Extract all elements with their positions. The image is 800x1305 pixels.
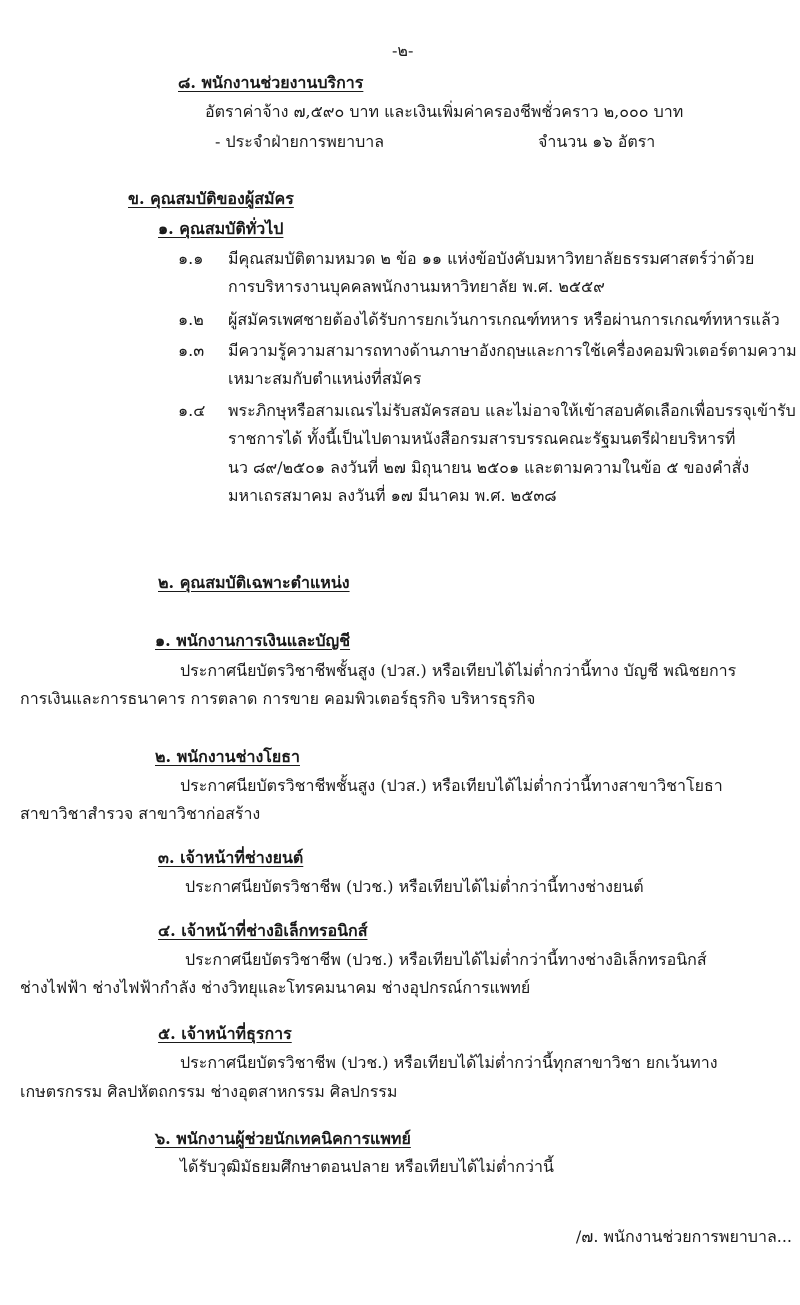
position-title: ๖. พนักงานผู้ช่วยนักเทคนิคการแพทย์: [155, 1129, 411, 1148]
qual-item-number: ๑.๑: [178, 249, 204, 268]
qual-item-line: นว ๘๙/๒๕๐๑ ลงวันที่ ๒๗ มิถุนายน ๒๕๐๑ และตามความในข้อ ๕ ของคำสั่ง: [228, 458, 750, 477]
continuation-note: /๗. พนักงานช่วยการพยาบาล...: [575, 1227, 792, 1246]
position-requirement: ประกาศนียบัตรวิชาชีพ (ปวช.) หรือเทียบได้ไม่ต่ำกว่านี้ทางช่างอิเล็กทรอนิกส์: [185, 950, 707, 969]
position-requirement: ประกาศนียบัตรวิชาชีพ (ปวช.) หรือเทียบได้ไม่ต่ำกว่านี้ทุกสาขาวิชา ยกเว้นทาง: [180, 1053, 718, 1072]
position-title: ๕. เจ้าหน้าที่ธุรการ: [158, 1024, 292, 1043]
qual-item-line: พระภิกษุหรือสามเณรไม่รับสมัครสอบ และไม่อาจให้เข้าสอบคัดเลือกเพื่อบรรจุเข้ารับ: [228, 401, 796, 420]
qual-item-line: มหาเถรสมาคม ลงวันที่ ๑๗ มีนาคม พ.ศ. ๒๕๓๘: [228, 486, 557, 505]
section-8-rate: อัตราค่าจ้าง ๗,๕๙๐ บาท และเงินเพิ่มค่าครองชีพชั่วคราว ๒,๐๐๐ บาท: [205, 102, 684, 121]
position-title: ๒. พนักงานช่างโยธา: [155, 747, 300, 766]
section-8-dept: - ประจำฝ่ายการพยาบาล: [215, 132, 385, 151]
qual-item-line: มีความรู้ความสามารถทางด้านภาษาอังกฤษและการใช้เครื่องคอมพิวเตอร์ตามความ: [228, 341, 797, 360]
specific-qualifications-heading: ๒. คุณสมบัติเฉพาะตำแหน่ง: [158, 573, 350, 592]
general-qualifications-heading: ๑. คุณสมบัติทั่วไป: [158, 219, 284, 238]
position-requirement: ประกาศนียบัตรวิชาชีพ (ปวช.) หรือเทียบได้ไม่ต่ำกว่านี้ทางช่างยนต์: [185, 877, 644, 896]
position-title: ๓. เจ้าหน้าที่ช่างยนต์: [158, 848, 304, 867]
qual-item-number: ๑.๓: [178, 341, 205, 360]
position-requirement-cont: ช่างไฟฟ้า ช่างไฟฟ้ากำลัง ช่างวิทยุและโทรคมนาคม ช่างอุปกรณ์การแพทย์: [20, 978, 531, 997]
qual-item-line: เหมาะสมกับตำแหน่งที่สมัคร: [228, 369, 422, 388]
section-8-heading: ๘. พนักงานช่วยงานบริการ: [178, 73, 364, 92]
position-requirement-cont: สาขาวิชาสำรวจ สาขาวิชาก่อสร้าง: [20, 804, 261, 823]
page-number: -๒-: [392, 41, 414, 60]
qualifications-heading: ข. คุณสมบัติของผู้สมัคร: [128, 189, 294, 208]
position-requirement-cont: การเงินและการธนาคาร การตลาด การขาย คอมพิวเตอร์ธุรกิจ บริหารธุรกิจ: [20, 689, 536, 708]
position-title: ๔. เจ้าหน้าที่ช่างอิเล็กทรอนิกส์: [158, 921, 368, 940]
qual-item-line: ราชการได้ ทั้งนี้เป็นไปตามหนังสือกรมสารบรรณคณะรัฐมนตรีฝ่ายบริหารที่: [228, 429, 736, 448]
qual-item-line: มีคุณสมบัติตามหมวด ๒ ข้อ ๑๑ แห่งข้อบังคับมหาวิทยาลัยธรรมศาสตร์ว่าด้วย: [228, 249, 755, 268]
position-requirement-cont: เกษตรกรรม ศิลปหัตถกรรม ช่างอุตสาหกรรม ศิลปกรรม: [20, 1082, 398, 1101]
qual-item-line: การบริหารงานบุคคลพนักงานมหาวิทยาลัย พ.ศ. ๒๕๕๙: [228, 277, 605, 296]
position-requirement: ได้รับวุฒิมัธยมศึกษาตอนปลาย หรือเทียบได้ไม่ต่ำกว่านี้: [180, 1157, 554, 1176]
position-title: ๑. พนักงานการเงินและบัญชี: [155, 631, 351, 650]
position-requirement: ประกาศนียบัตรวิชาชีพชั้นสูง (ปวส.) หรือเทียบได้ไม่ต่ำกว่านี้ทางสาขาวิชาโยธา: [180, 776, 723, 795]
qual-item-number: ๑.๒: [178, 310, 204, 329]
qual-item-line: ผู้สมัครเพศชายต้องได้รับการยกเว้นการเกณฑ์ทหาร หรือผ่านการเกณฑ์ทหารแล้ว: [228, 310, 780, 329]
position-requirement: ประกาศนียบัตรวิชาชีพชั้นสูง (ปวส.) หรือเทียบได้ไม่ต่ำกว่านี้ทาง บัญชี พณิชยการ: [180, 661, 737, 680]
section-8-count: จำนวน ๑๖ อัตรา: [538, 132, 656, 151]
qual-item-number: ๑.๔: [178, 401, 206, 420]
